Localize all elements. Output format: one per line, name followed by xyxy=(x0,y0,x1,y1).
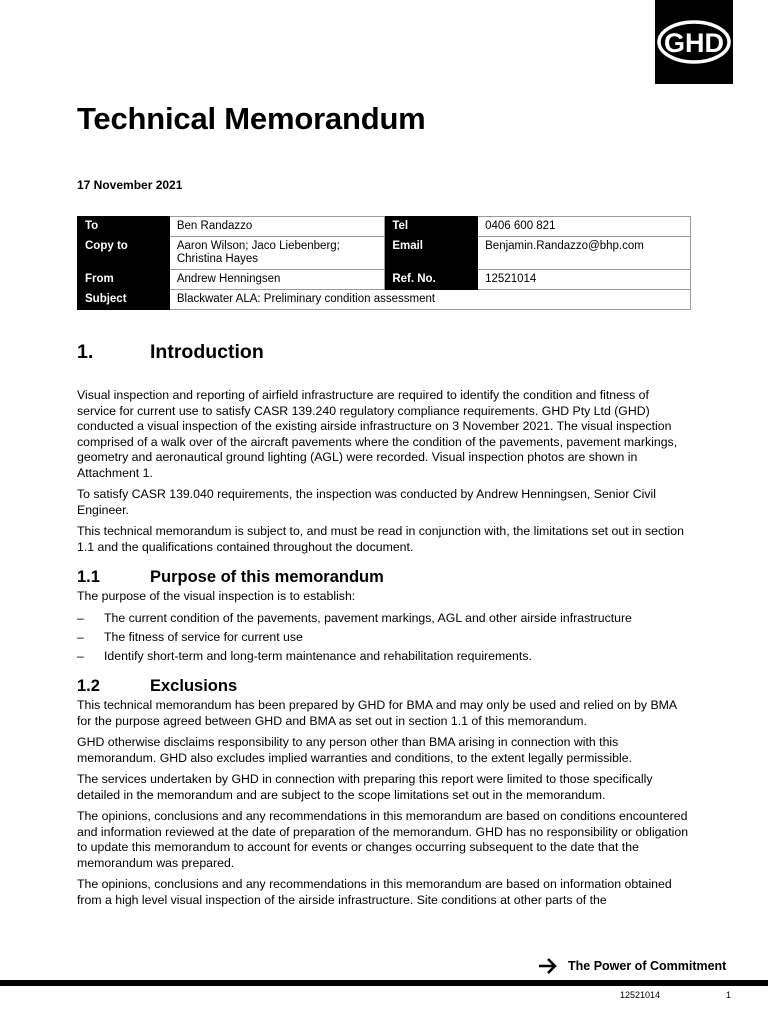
section-number: 1. xyxy=(77,341,94,363)
memo-body xyxy=(77,340,691,914)
list-item xyxy=(77,649,691,665)
paragraph: The purpose of the visual inspection is to establish: xyxy=(77,589,356,603)
from-value: Andrew Henningsen xyxy=(169,270,384,290)
paragraph: GHD otherwise disclaims responsibility to any person other than BMA arising in connection with this memorandum. GHD also excludes implied warranties and conditions, to the extent legally permissible. xyxy=(77,735,632,765)
table-row xyxy=(78,217,691,237)
to-value: Ben Randazzo xyxy=(169,217,384,237)
section-heading-introduction xyxy=(77,340,691,364)
subject-label: Subject xyxy=(78,290,170,310)
list-item-text: Identify short-term and long-term maintenance and rehabilitation requirements. xyxy=(104,648,532,663)
email-label: Email xyxy=(385,237,478,270)
section-heading-exclusions xyxy=(77,676,691,696)
footer-tagline xyxy=(538,958,726,974)
paragraph: The opinions, conclusions and any recommendations in this memorandum are based on information obtained from a high level visual inspection of the airside infrastructure. Site conditions at other parts of the xyxy=(77,877,672,907)
section-number: 1.2 xyxy=(77,677,100,695)
table-row xyxy=(78,290,691,310)
email-value: Benjamin.Randazzo@bhp.com xyxy=(478,237,691,270)
dash-bullet: – xyxy=(77,610,84,625)
paragraph: The services undertaken by GHD in connection with preparing this report were limited to those specifically detailed in the memorandum and are subject to the scope limitations set out in the memorandum. xyxy=(77,772,653,802)
footer-divider xyxy=(0,980,768,986)
dash-bullet: – xyxy=(77,629,84,644)
tagline-text: The Power of Commitment xyxy=(568,959,727,973)
section-title: Purpose of this memorandum xyxy=(150,568,384,586)
copy-to-line-1: Aaron Wilson; Jaco Liebenberg; xyxy=(176,240,340,252)
paragraph: This technical memorandum has been prepared by GHD for BMA and may only be used and relied on by BMA for the purpose agreed between GHD and BMA as set out in section 1.1 of this memorandum. xyxy=(77,698,677,728)
from-label: From xyxy=(78,270,170,290)
footer-reference-number: 12521014 xyxy=(620,990,661,1000)
list-item-text: The fitness of service for current use xyxy=(104,629,303,644)
table-row xyxy=(78,270,691,290)
copy-to-label: Copy to xyxy=(78,237,170,270)
dash-bullet: – xyxy=(77,648,84,663)
purpose-list xyxy=(77,611,691,665)
paragraph: The opinions, conclusions and any recommendations in this memorandum are based on conditions encountered and information reviewed at the date of preparation of the memorandum. GHD has no responsibility or obligation to update this memorandum to account for events or changes occurring subsequent to the date that the memorandum was prepared. xyxy=(77,809,689,870)
table-row xyxy=(78,237,691,270)
section-title: Introduction xyxy=(150,341,264,363)
paragraph: To satisfy CASR 139.040 requirements, the inspection was conducted by Andrew Henningsen, Senior Civil Engineer. xyxy=(77,487,656,517)
page-number: 1 xyxy=(726,990,732,1000)
list-item xyxy=(77,611,691,627)
section-number: 1.1 xyxy=(77,568,100,586)
ghd-logo-text: GHD xyxy=(664,28,724,58)
paragraph: Visual inspection and reporting of airfield infrastructure are required to identify the condition and fitness of service for current use to satisfy CASR 139.240 regulatory compliance requirements. GHD Pty Ltd (GHD) conducted a visual inspection of the existing airside infrastructure on 3 November 2021. The visual inspection comprised of a walk over of the aircraft pavements where the condition of the pavements, pavement markings, geometry and aeronautical ground lighting (AGL) were recorded. Visual inspection photos are shown in Attachment 1. xyxy=(77,388,678,480)
tel-value: 0406 600 821 xyxy=(478,217,691,237)
ghd-logo-mark xyxy=(655,0,733,84)
ref-no-value: 12521014 xyxy=(478,270,691,290)
document-date: 17 November 2021 xyxy=(77,178,183,192)
tel-label: Tel xyxy=(385,217,478,237)
copy-to-value xyxy=(169,237,384,270)
to-label: To xyxy=(78,217,170,237)
document-title: Technical Memorandum xyxy=(77,101,426,136)
section-heading-purpose xyxy=(77,567,691,587)
list-item xyxy=(77,630,691,646)
copy-to-line-2: Christina Hayes xyxy=(176,253,259,265)
ghd-logo xyxy=(655,0,733,84)
subject-value: Blackwater ALA: Preliminary condition assessment xyxy=(169,290,690,310)
ref-no-label: Ref. No. xyxy=(385,270,478,290)
paragraph: This technical memorandum is subject to, and must be read in conjunction with, the limitations set out in section 1.1 and the qualifications contained throughout the document. xyxy=(77,524,684,554)
list-item-text: The current condition of the pavements, pavement markings, AGL and other airside infrastructure xyxy=(104,610,632,625)
section-title: Exclusions xyxy=(150,677,238,695)
arrow-right-icon xyxy=(538,958,558,974)
memo-details-table xyxy=(77,216,691,310)
